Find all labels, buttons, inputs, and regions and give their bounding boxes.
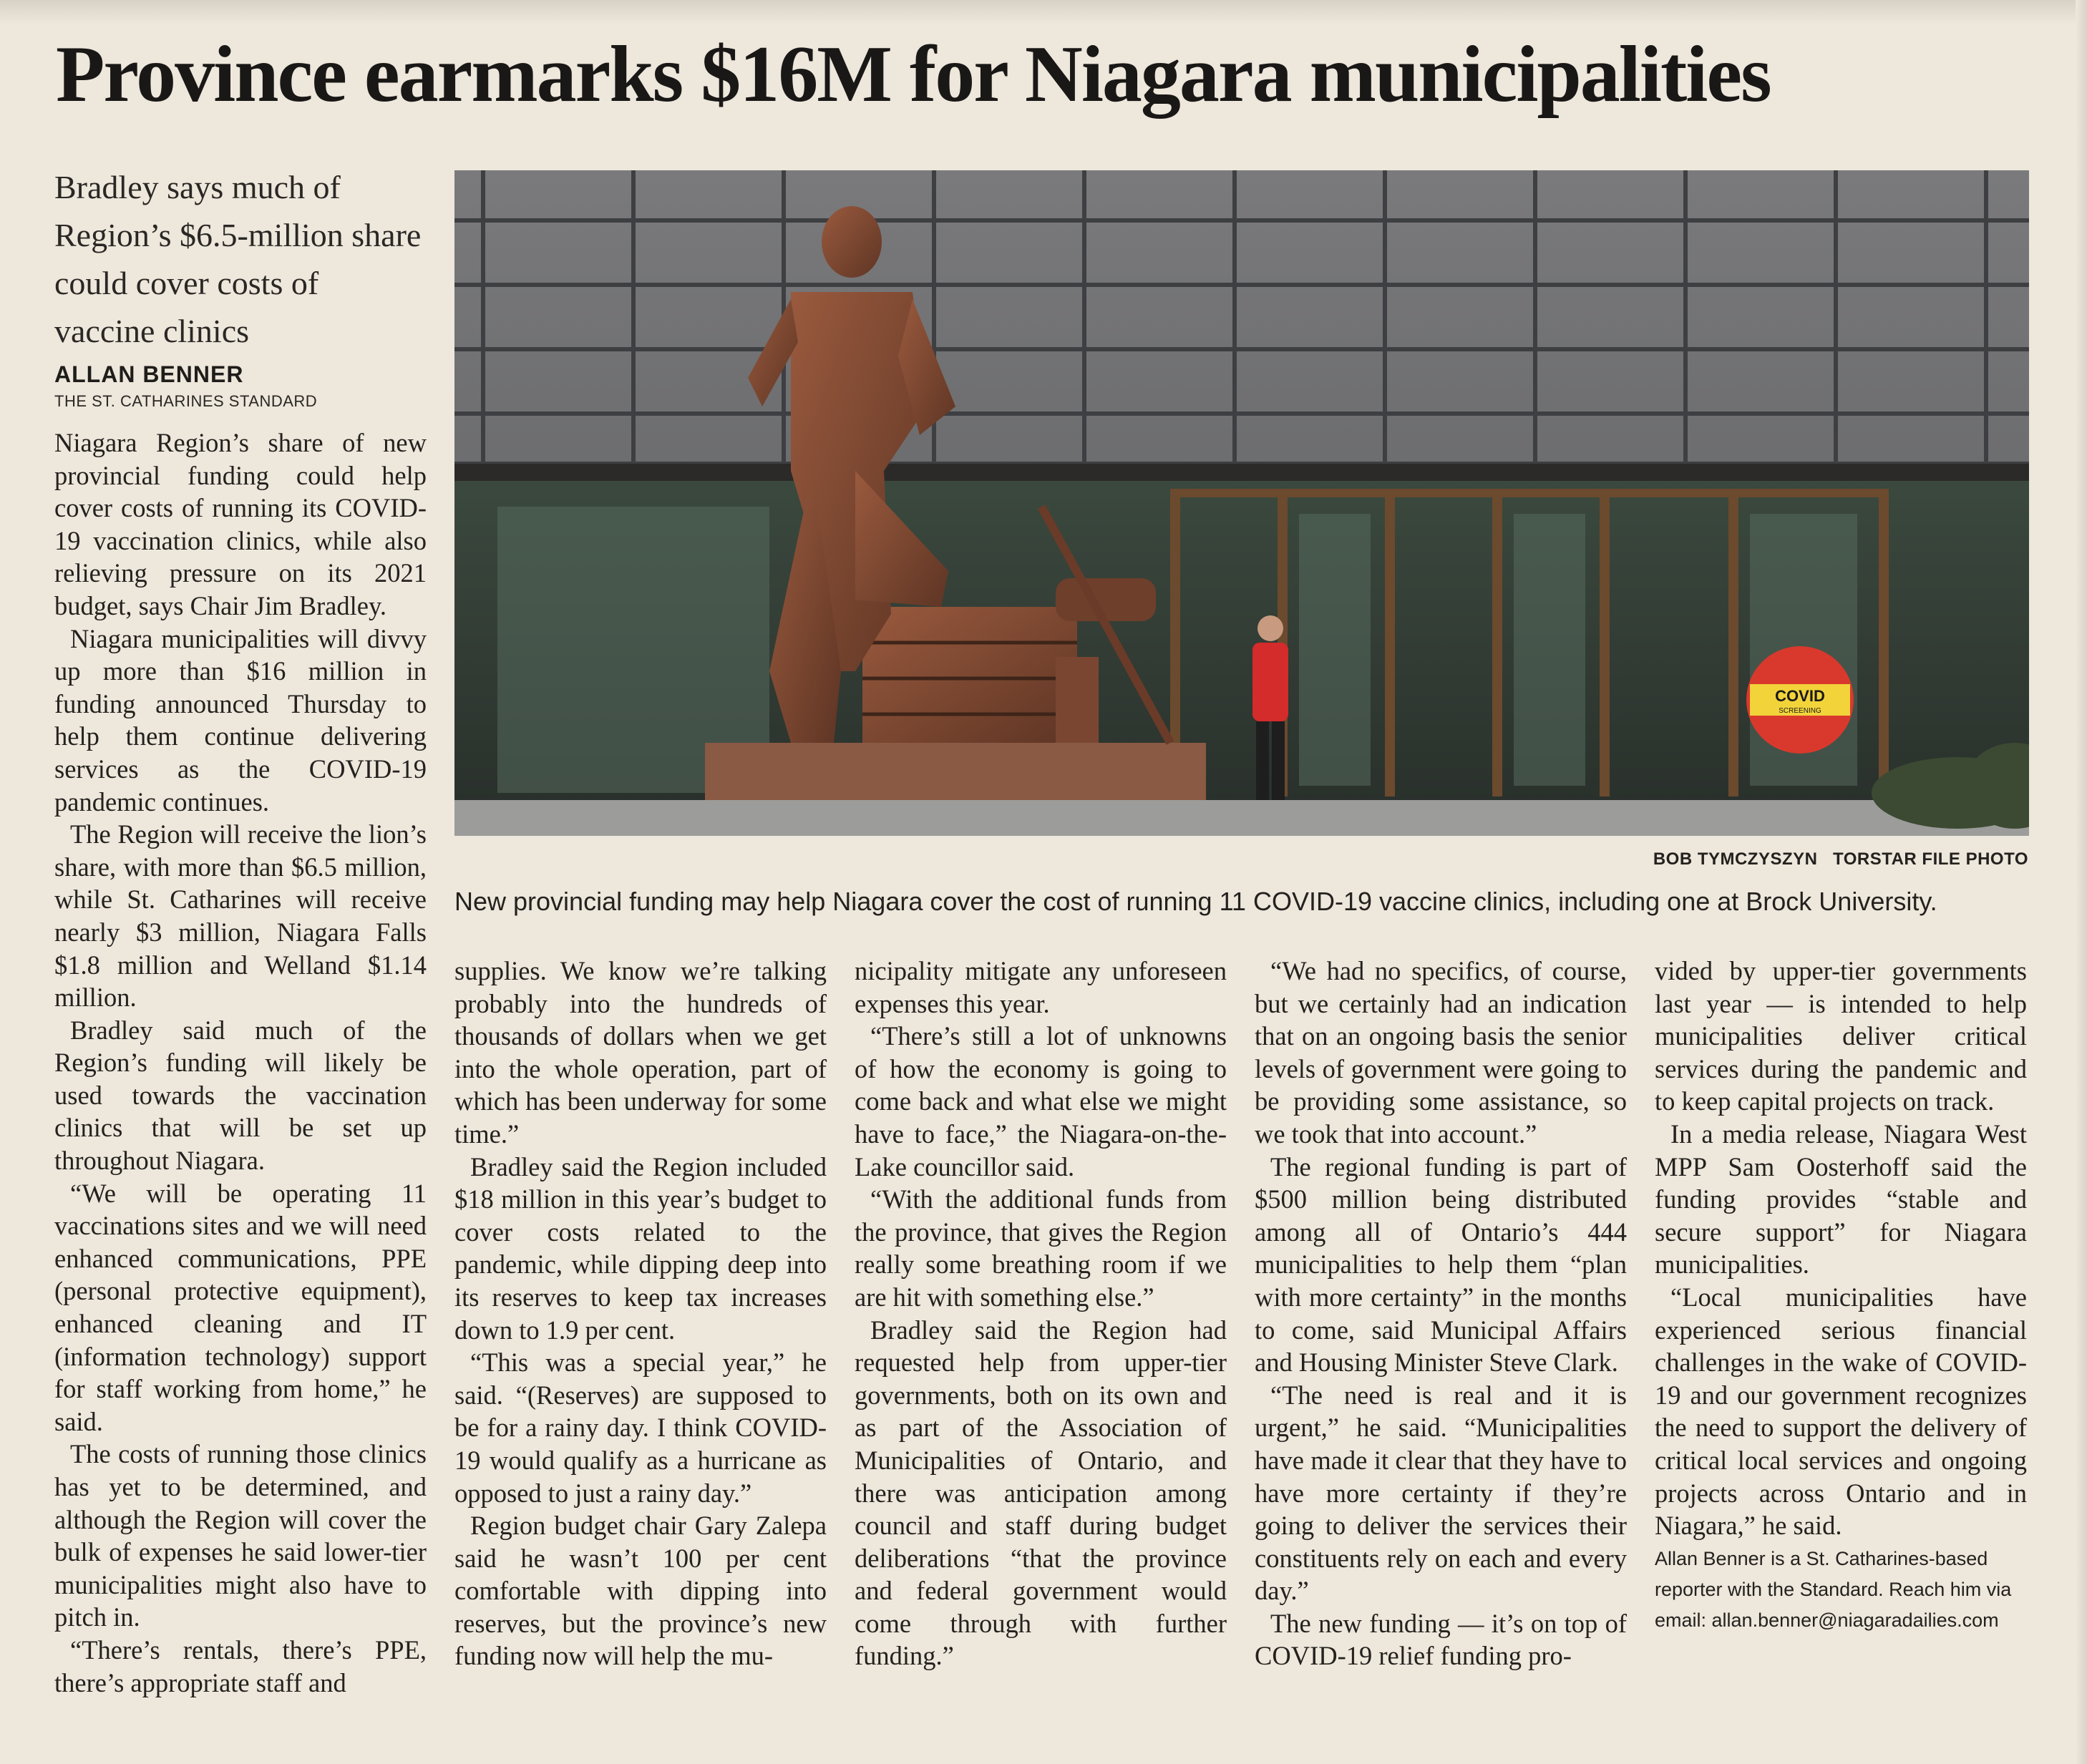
paragraph: The new funding — it’s on top of COVID-19 relief funding pro- xyxy=(1255,1608,1627,1671)
paragraph: In a media release, Niagara West MPP Sam Oosterhoff said the funding provides “stable and secure support” for Niagara municipalities. xyxy=(1655,1119,2027,1280)
photo-credit: BOB TYMCZYSZYN TORSTAR FILE PHOTO xyxy=(1653,849,2028,869)
paragraph: “This was a special year,” he said. “(Reserves) are supposed to be for a rainy day. I think COVID-19 would qualify as a hurricane as opposed to just a rainy day.” xyxy=(454,1348,827,1508)
photo-caption: New provincial funding may help Niagara cover the cost of running 11 COVID-19 vaccine clinics, including one at Brock University. xyxy=(454,887,1937,916)
paragraph: Bradley said much of the Region’s funding will likely be used towards the vaccination clinics that will be set up throughout Niagara. xyxy=(54,1015,427,1176)
paragraph: “Local municipalities have experienced serious financial challenges in the wake of COVID-19 and our government recognizes the need to support the delivery of critical local services and ongoing projects across Ontario and in Niagara,” he said. xyxy=(1655,1282,2027,1541)
covid-screening-sign xyxy=(1746,646,1854,754)
paragraph: “There’s still a lot of unknowns of how the economy is going to come back and what else we might have to face,” the Niagara-on-the-Lake councillor said. xyxy=(855,1021,1227,1181)
article-column-3 xyxy=(855,955,1227,1672)
author-tagline: Allan Benner is a St. Catharines-based reporter with the Standard. Reach him via email: allan.benner@niagaradailies.com xyxy=(1655,1547,2012,1631)
byline-organization: THE ST. CATHARINES STANDARD xyxy=(54,392,318,410)
article-column-5 xyxy=(1655,955,2027,1636)
paragraph: Bradley said the Region included $18 million in this year’s budget to cover costs related to the pandemic, while dipping deep into its reserves to keep tax increases down to 1.9 per cent. xyxy=(454,1151,827,1345)
paragraph: Niagara Region’s share of new provincial funding could help cover costs of running its COVID-19 vaccination clinics, while also relieving pressure on its 2021 budget, says Chair Jim Bradley. xyxy=(54,428,427,620)
paragraph: The costs of running those clinics has yet to be determined, and although the Region will cover the bulk of expenses he said lower-tier municipalities might also have to pitch in. xyxy=(54,1439,427,1632)
sign-text-screening: SCREENING xyxy=(1779,707,1821,715)
paragraph: Bradley said the Region had requested help from upper-tier governments, both on its own and as part of the Association of Municipalities of Ontario, and there was anticipation among council and staff during budget deliberations “that the province and federal government would come through with further funding.” xyxy=(855,1315,1227,1671)
article-photo xyxy=(454,170,2029,836)
article-column-2 xyxy=(454,955,827,1672)
deck: Bradley says much of Region’s $6.5-million share could cover costs of vaccine clinics xyxy=(54,169,422,349)
paragraph: supplies. We know we’re talking probably into the hundreds of thousands of dollars when we get into the whole operation, part of which has been underway for some time.” xyxy=(454,956,827,1149)
adjacent-page-bleed xyxy=(0,0,2087,24)
page-edge-shadow xyxy=(2076,0,2087,1764)
byline: ALLAN BENNER xyxy=(54,361,244,387)
paragraph: “The need is real and it is urgent,” he said. “Municipalities have made it clear that they have to have more certainty if they’re going to deliver the services their constituents rely on each and every day.” xyxy=(1255,1380,1627,1606)
paragraph: Niagara municipalities will divvy up more than $16 million in funding announced Thursday to help them continue delivering services as the COVID-19 pandemic continues. xyxy=(54,623,427,817)
paragraph: nicipality mitigate any unforeseen expenses this year. xyxy=(855,956,1227,1018)
paragraph: “We will be operating 11 vaccinations sites and we will need enhanced communications, PPE (personal protective equipment), enhanced cleaning and IT (information technology) support for staff working from home,” he said. xyxy=(54,1178,427,1436)
paragraph: The Region will receive the lion’s share, with more than $6.5 million, while St. Catharines will receive nearly $3 million, Niagara Falls $1.8 million and Welland $1.14 million. xyxy=(54,819,427,1013)
paragraph: “We had no specifics, of course, but we certainly had an indication that on an ongoing basis the senior levels of government were going to be providing some assistance, so we took that into account.” xyxy=(1255,956,1627,1149)
article-column-1 xyxy=(54,427,427,1699)
paragraph: The regional funding is part of $500 million being distributed among all of Ontario’s 444 municipalities to help them “plan with more certainty” in the months to come, said Municipal Affairs and Housing Minister Steve Clark. xyxy=(1255,1151,1627,1378)
paragraph: “There’s rentals, there’s PPE, there’s appropriate staff and xyxy=(54,1634,427,1697)
paragraph: Region budget chair Gary Zalepa said he wasn’t 100 per cent comfortable with dipping into reserves, but the province’s new funding now will help the mu- xyxy=(454,1511,827,1671)
paragraph: vided by upper-tier governments last year — is intended to help municipalities deliver critical services during the pandemic and to keep capital projects on track. xyxy=(1655,956,2027,1116)
statue-photo-illustration xyxy=(454,170,2029,836)
sign-text-covid: COVID xyxy=(1775,687,1825,705)
statue-plinth xyxy=(705,743,1206,800)
headline: Province earmarks $16M for Niagara municipalities xyxy=(56,30,1771,119)
article-column-4 xyxy=(1255,955,1627,1672)
paragraph: “With the additional funds from the province, that gives the Region really some breathing room if we are hit with something else.” xyxy=(855,1184,1227,1312)
